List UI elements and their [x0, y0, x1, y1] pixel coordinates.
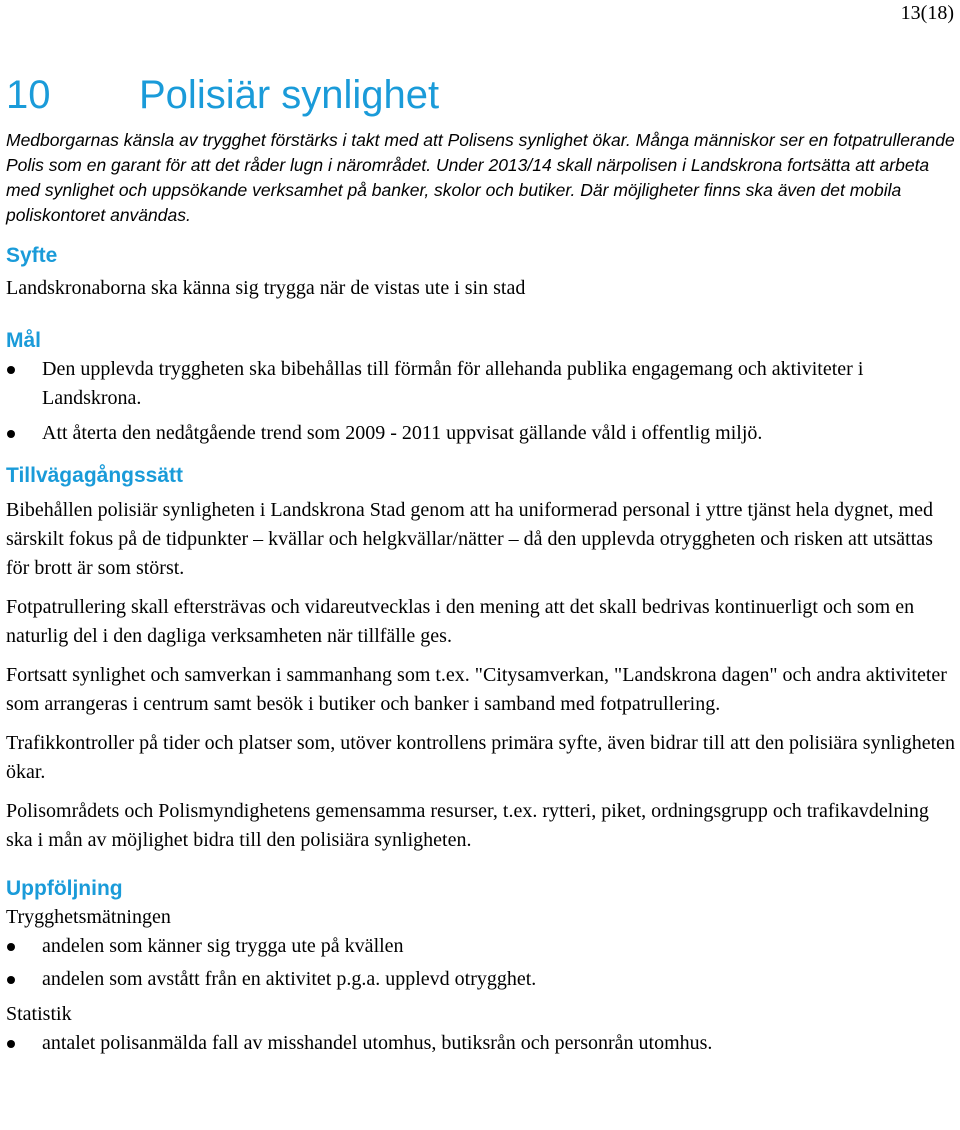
- method-paragraph: Fortsatt synlighet och samverkan i sammanhang som t.ex. "Citysamverkan, "Landskrona dagen" och andra aktiviteter som arrangeras i centrum samt besök i butiker och banker i samband med fotpatrullering.: [6, 664, 947, 715]
- heading-uppfoljning: Uppföljning: [6, 877, 123, 900]
- statistik-label: Statistik: [6, 1003, 72, 1025]
- chapter-number: 10: [6, 73, 51, 117]
- list-item: [6, 932, 958, 961]
- chapter-title: [6, 66, 958, 124]
- heading-tillvagagangssatt: Tillvägagångssätt: [6, 464, 184, 487]
- list-item-text: antalet polisanmälda fall av misshandel utomhus, butiksrån och personrån utomhus.: [42, 1032, 713, 1054]
- list-item-text: Den upplevda tryggheten ska bibehållas till förmån för allehanda publika engagemang och aktiviteter i Landskrona.: [42, 358, 864, 409]
- mal-list: [6, 355, 958, 448]
- bullet-icon: [7, 430, 15, 438]
- heading-mal: Mål: [6, 329, 42, 352]
- chapter-title-text: Polisiär synlighet: [139, 73, 440, 117]
- method-paragraph: Trafikkontroller på tider och platser som, utöver kontrollens primära syfte, även bidrar till att den polisiära synligheten ökar.: [6, 732, 956, 783]
- list-item: [6, 419, 958, 448]
- method-paragraph: Fotpatrullering skall eftersträvas och vidareutvecklas i den mening att det skall bedrivas kontinuerligt och som en naturlig del i den dagliga verksamheten när tillfälle ges.: [6, 596, 915, 647]
- trygghet-list: [6, 932, 958, 994]
- list-item-text: andelen som avstått från en aktivitet p.g.a. upplevd otrygghet.: [42, 968, 537, 990]
- list-item: [6, 355, 958, 413]
- bullet-icon: [7, 366, 15, 374]
- trygghet-label: Trygghetsmätningen: [6, 906, 171, 928]
- page-content: [6, 66, 958, 1058]
- page-number: 13(18): [900, 2, 954, 24]
- intro-paragraph: Medborgarnas känsla av trygghet förstärks i takt med att Polisens synlighet ökar. Många människor ser en fotpatrullerande Polis som en garant för att det råder lugn i närområdet. Under 2013/14 skall närpolisen i Landskrona fortsätta att arbeta med synlighet och uppsökande verksamhet på banker, skolor och butiker. Där möjligheter finns ska även det mobila poliskontoret användas.: [6, 130, 955, 225]
- bullet-icon: [7, 943, 15, 951]
- bullet-icon: [7, 1040, 15, 1048]
- list-item: [6, 1029, 958, 1058]
- heading-syfte: Syfte: [6, 244, 58, 267]
- syfte-text: Landskronaborna ska känna sig trygga när de vistas ute i sin stad: [6, 277, 526, 299]
- list-item-text: andelen som känner sig trygga ute på kvällen: [42, 935, 404, 957]
- method-paragraph: Bibehållen polisiär synligheten i Landskrona Stad genom att ha uniformerad personal i yttre tjänst hela dygnet, med särskilt fokus på de tidpunkter – kvällar och helgkvällar/nätter – då den upplevda otryggheten och risken att utsättas för brott är som störst.: [6, 499, 933, 579]
- list-item-text: Att återta den nedåtgående trend som 2009 - 2011 uppvisat gällande våld i offentlig miljö.: [42, 422, 763, 444]
- list-item: [6, 965, 958, 994]
- method-paragraph: Polisområdets och Polismyndighetens gemensamma resurser, t.ex. rytteri, piket, ordningsgrupp och trafikavdelning ska i mån av möjlighet bidra till den polisiära synligheten.: [6, 800, 929, 851]
- statistik-list: [6, 1029, 958, 1058]
- bullet-icon: [7, 976, 15, 984]
